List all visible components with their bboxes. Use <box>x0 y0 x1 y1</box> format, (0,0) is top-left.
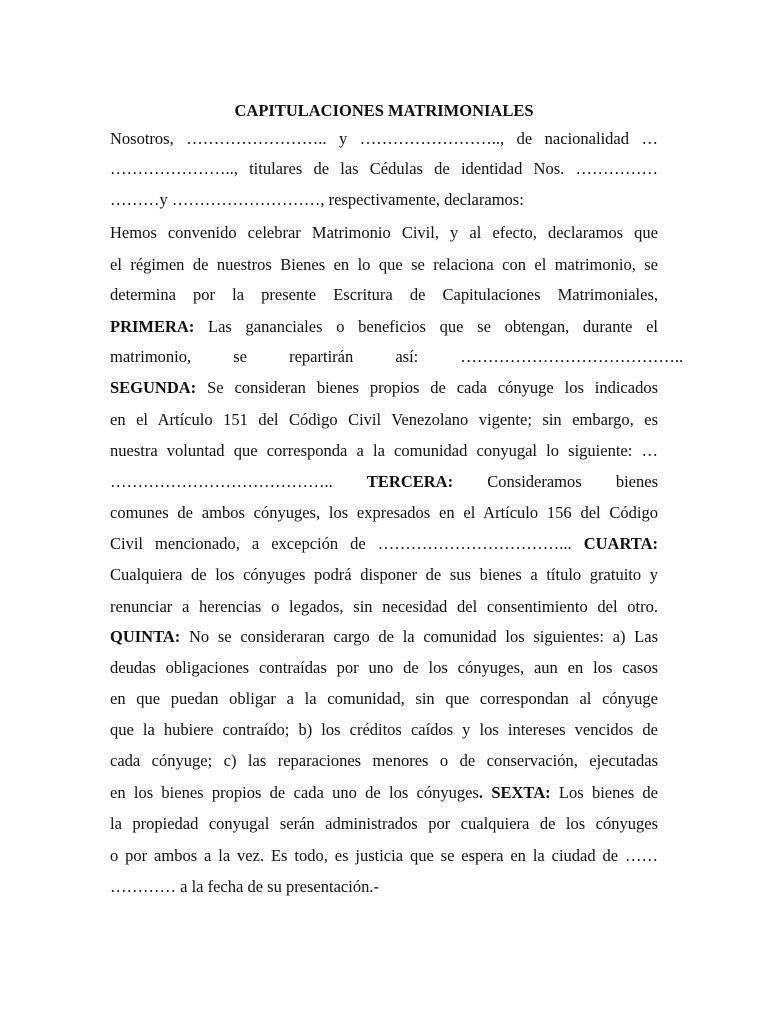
text-span: cada cónyuge; c) las reparaciones menores o de conservación, ejecutadas <box>110 751 658 770</box>
text-line <box>110 158 658 180</box>
text-line <box>110 657 658 679</box>
text-line <box>110 719 658 741</box>
text-span: ………… a la fecha de su presentación.- <box>110 877 379 896</box>
text-line <box>110 346 684 368</box>
text-line <box>110 502 658 524</box>
text-span: en que puedan obligar a la comunidad, sin que correspondan al cónyuge <box>110 689 658 708</box>
text-line <box>110 688 658 710</box>
text-span: Se consideran bienes propios de cada cónyuge los indicados <box>196 378 658 397</box>
text-span: matrimonio, se repartirán así: ………………………………….. <box>110 347 684 366</box>
clause-heading: QUINTA: <box>110 627 181 646</box>
text-span: que la hubiere contraído; b) los créditos caídos y los intereses vencidos de <box>110 720 658 739</box>
text-span: Civil mencionado, a excepción de ……………………………... <box>110 534 584 553</box>
text-span: ………………….., titulares de las Cédulas de identidad Nos. …………… <box>110 159 658 178</box>
text-span: determina por la presente Escritura de Capitulaciones Matrimoniales, <box>110 285 658 304</box>
text-line <box>110 189 658 211</box>
text-span: Consideramos bienes <box>453 472 659 491</box>
text-span: o por ambos a la vez. Es todo, es justicia que se espera en la ciudad de …… <box>110 846 658 865</box>
text-line <box>110 471 658 493</box>
text-span: deudas obligaciones contraídas por uno de los cónyuges, aun en los casos <box>110 658 658 677</box>
text-line <box>110 222 658 244</box>
text-line <box>110 876 658 898</box>
text-line <box>110 254 658 276</box>
text-span: Nosotros, …………………….. y …………………….., de nacionalidad … <box>110 129 658 148</box>
text-span: en el Artículo 151 del Código Civil Venezolano vigente; sin embargo, es <box>110 410 658 429</box>
text-span: Las gananciales o beneficios que se obtengan, durante el <box>194 317 658 336</box>
text-span: ………………………………….. <box>110 472 367 491</box>
text-line <box>110 440 658 462</box>
text-line <box>110 782 658 804</box>
text-line <box>110 596 658 618</box>
text-span: Los bienes de <box>550 783 658 802</box>
clause-heading: TERCERA: <box>366 472 454 491</box>
clause-heading: CUARTA: <box>583 534 658 553</box>
text-span: la propiedad conyugal serán administrados por cualquiera de los cónyuges <box>110 814 658 833</box>
text-span: ………y ………………………, respectivamente, declaramos: <box>110 190 524 209</box>
text-line <box>110 626 658 648</box>
text-line <box>110 284 658 306</box>
text-line <box>110 813 658 835</box>
text-span: comunes de ambos cónyuges, los expresados en el Artículo 156 del Código <box>110 503 658 522</box>
clause-heading: SEGUNDA: <box>110 378 197 397</box>
text-span: No se consideraran cargo de la comunidad los siguientes: a) Las <box>180 627 658 646</box>
text-line <box>110 316 658 338</box>
text-span: en los bienes propios de cada uno de los cónyuges <box>110 783 479 802</box>
text-span: el régimen de nuestros Bienes en lo que se relaciona con el matrimonio, se <box>110 255 658 274</box>
text-line <box>110 845 658 867</box>
text-span: renunciar a herencias o legados, sin necesidad del consentimiento del otro. <box>110 597 658 616</box>
text-line <box>110 128 658 150</box>
clause-heading: PRIMERA: <box>110 317 195 336</box>
text-span: nuestra voluntad que corresponda a la comunidad conyugal lo siguiente: … <box>110 441 658 460</box>
clause-heading: . SEXTA: <box>478 783 551 802</box>
text-line <box>110 750 658 772</box>
document-title: CAPITULACIONES MATRIMONIALES <box>234 101 534 120</box>
text-line <box>110 533 658 555</box>
text-span: Cualquiera de los cónyuges podrá disponer de sus bienes a título gratuito y <box>110 565 658 584</box>
text-line <box>110 564 658 586</box>
text-line <box>110 409 658 431</box>
text-line <box>110 377 658 399</box>
text-span: Hemos convenido celebrar Matrimonio Civil, y al efecto, declaramos que <box>110 223 658 242</box>
